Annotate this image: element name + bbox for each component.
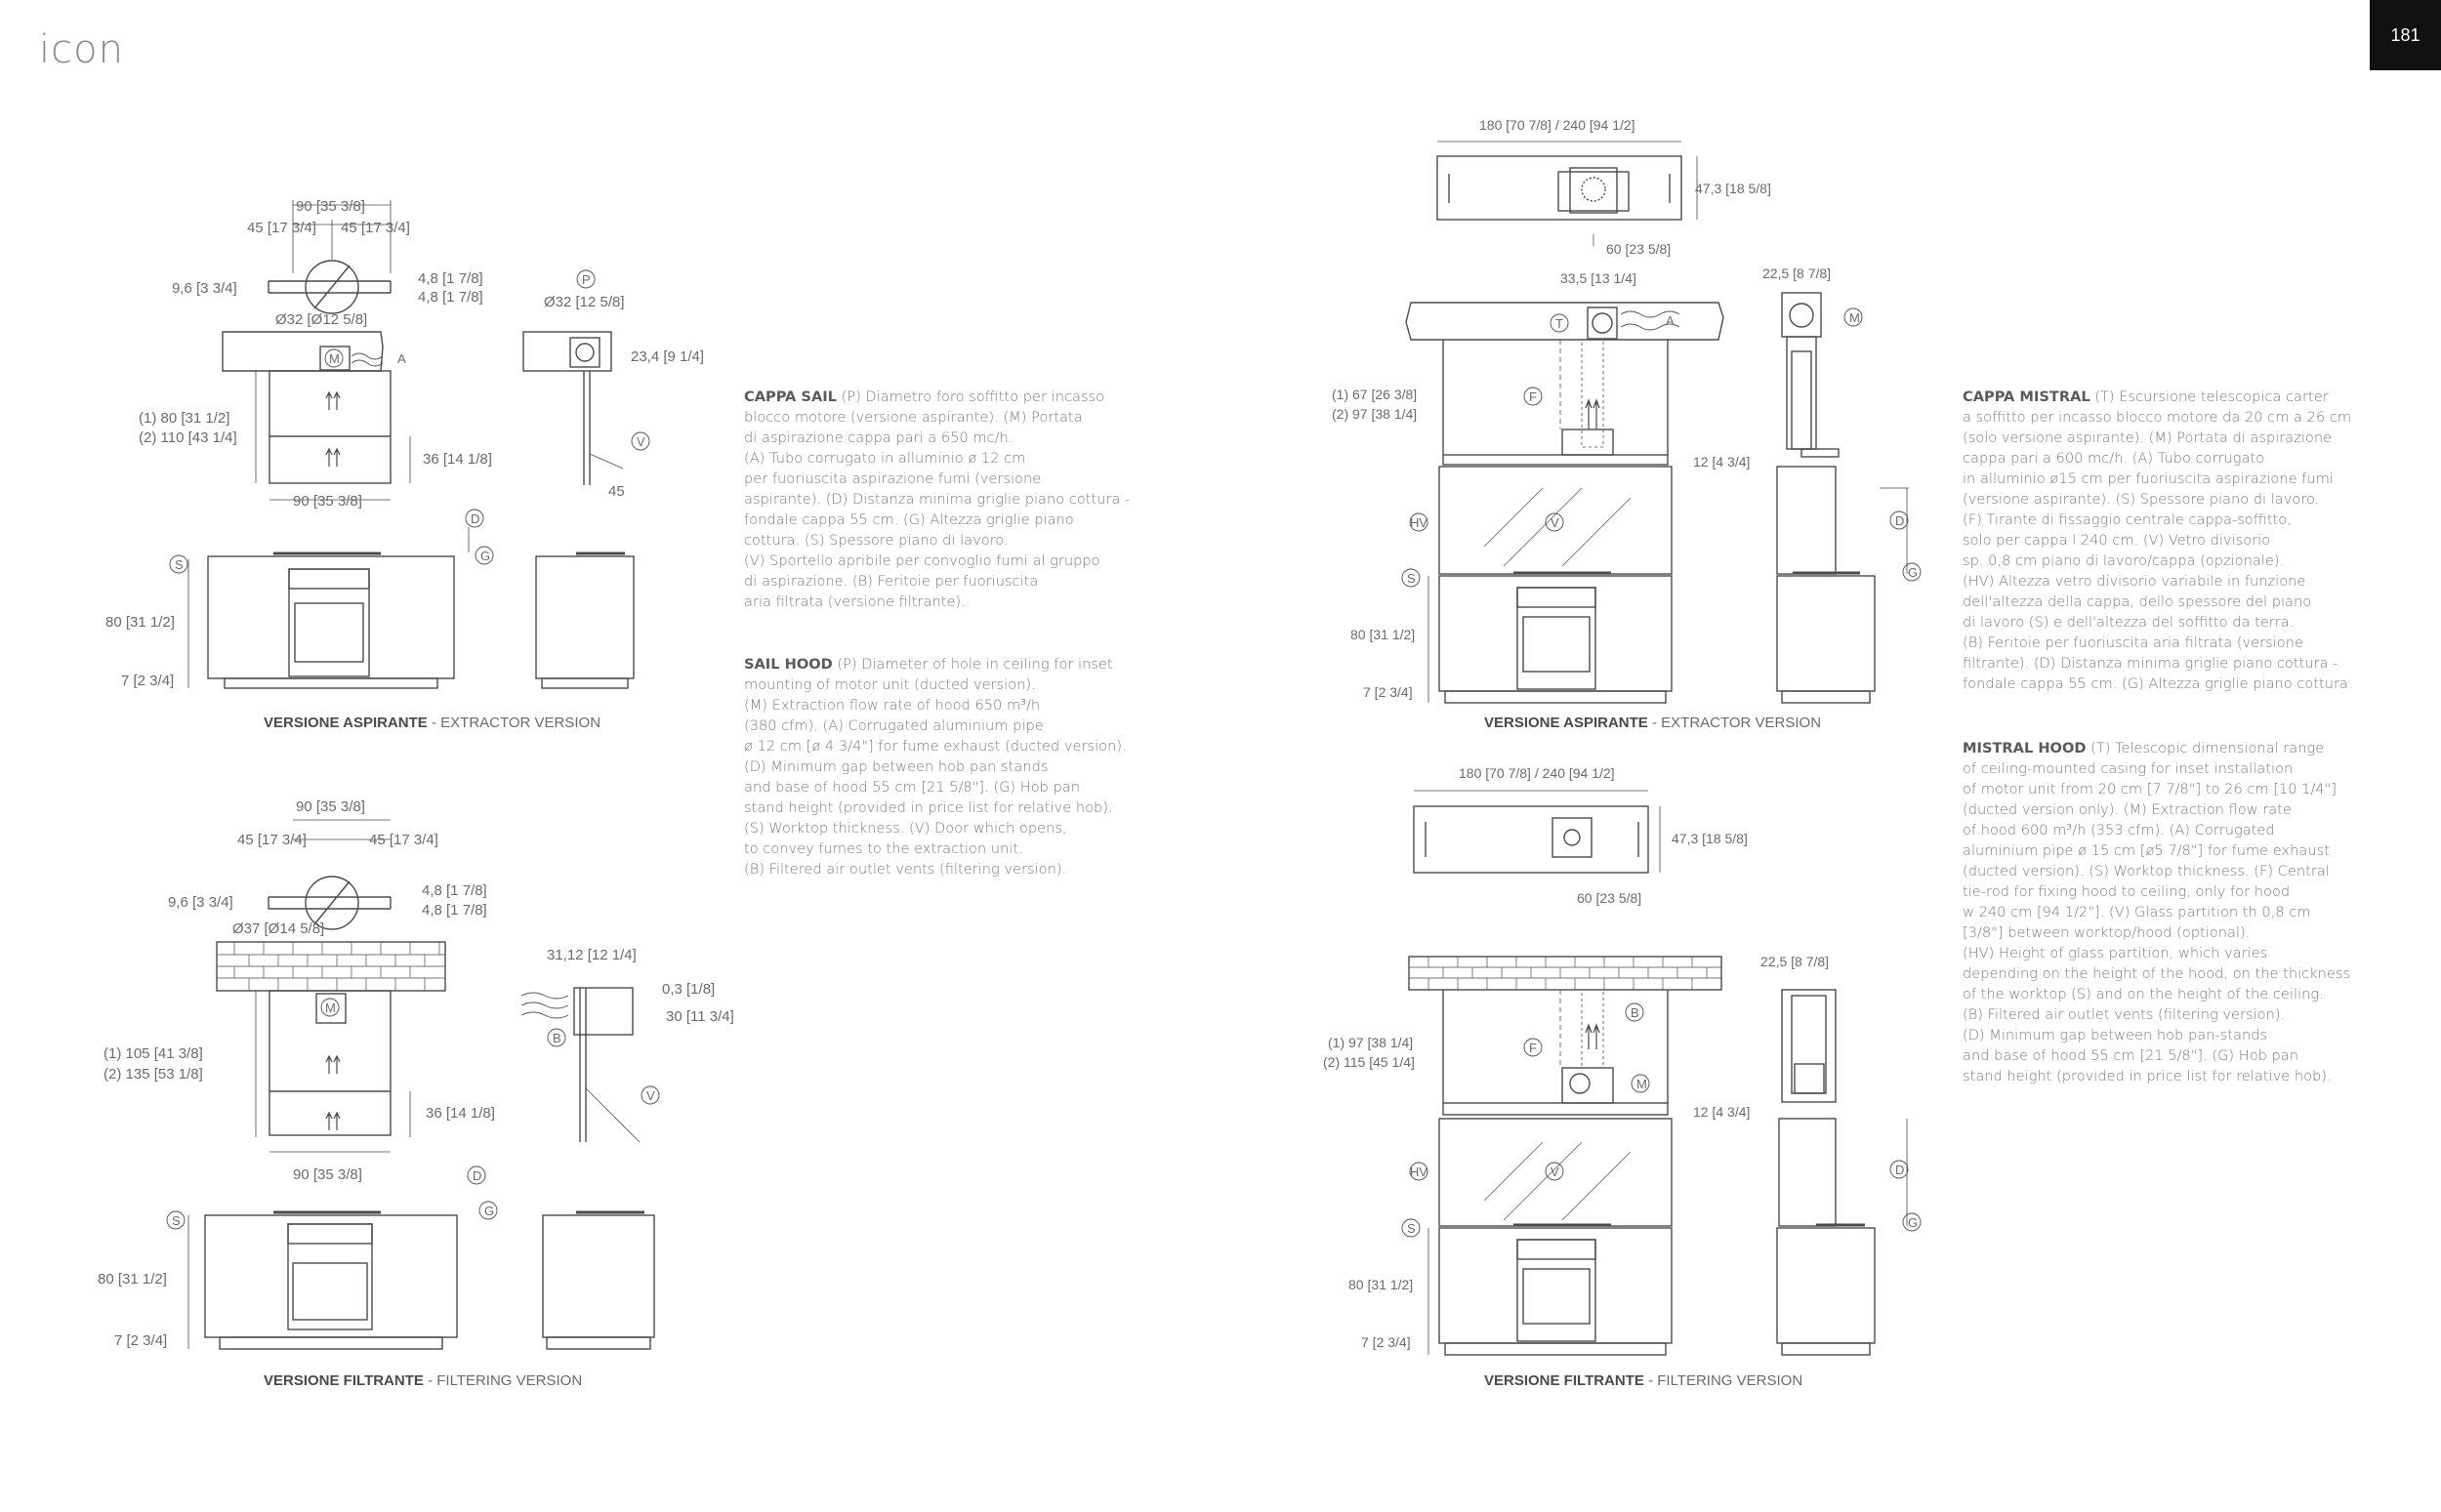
paragraph-line: (B) Feritoie per fuoriuscita aria filtrata (versione	[1963, 634, 2303, 651]
dim-width-bottom: 90 [35 3/8]	[293, 493, 362, 510]
paragraph-line: aria filtrata (versione filtrante).	[744, 593, 966, 610]
paragraph-line	[1963, 387, 2392, 407]
paragraph-line: aluminium pipe ø 15 cm [ø5 7/8"] for fume exhaust	[1963, 842, 2330, 859]
paragraph-line: (B) Filtered air outlet vents (filtering version).	[744, 861, 1067, 878]
paragraph-heading: SAIL HOOD	[744, 656, 833, 673]
paragraph-line: of hood 600 m³/h (353 cfm). (A) Corrugated	[1963, 822, 2275, 838]
paragraph-line: and base of hood 55 cm [21 5/8"]. (G) Hob pan	[744, 779, 1080, 796]
sail-extractor-drawing	[188, 200, 634, 688]
paragraph-line: mounting of motor unit (ducted version).	[744, 676, 1036, 693]
caption-rest: - EXTRACTOR VERSION	[1647, 715, 1822, 731]
label-hv: HV	[1410, 1165, 1428, 1179]
label-hv: HV	[1410, 515, 1428, 530]
dim-plinth: 7 [2 3/4]	[1361, 1334, 1411, 1350]
dim-hole-diameter: Ø32 [12 5/8]	[544, 294, 625, 310]
dim-plinth: 7 [2 3/4]	[114, 1332, 168, 1349]
paragraph-line: (ducted version only). (M) Extraction flow rate	[1963, 801, 2292, 818]
dim-pipe-height: 9,6 [3 3/4]	[168, 894, 233, 911]
dim-12: 12 [4 3/4]	[1693, 454, 1751, 470]
label-t: T	[1555, 316, 1563, 331]
dim-hood-depth: 36 [14 1/8]	[423, 451, 492, 468]
paragraph-line: di aspirazione cappa pari a 650 mc/h.	[744, 429, 1014, 446]
dim-height-2: (2) 115 [45 1/4]	[1323, 1054, 1415, 1070]
label-v: V	[1551, 515, 1559, 530]
label-m: M	[1849, 310, 1860, 325]
paragraph-heading: CAPPA MISTRAL	[1963, 388, 2090, 405]
paragraph-text: (P) Diametro foro soffitto per incasso	[836, 388, 1105, 405]
label-f: F	[1529, 1041, 1537, 1055]
label-f: F	[1529, 389, 1537, 404]
dim-width: 90 [35 3/8]	[296, 798, 365, 815]
dim-offset-a: 4,8 [1 7/8]	[418, 270, 483, 287]
paragraph-line: sp. 0,8 cm piano di lavoro/cappa (opzionale).	[1963, 552, 2285, 569]
label-b: B	[1631, 1005, 1639, 1020]
mistral-filtering-labels	[1323, 765, 1918, 1389]
paragraph-line: in alluminio ø15 cm per fuoriuscita aspirazione fumi	[1963, 470, 2334, 487]
label-m: M	[329, 351, 340, 366]
paragraph-line: di lavoro (S) e dell'altezza del soffitto da terra.	[1963, 614, 2295, 631]
dim-top-width: 180 [70 7/8] / 240 [94 1/2]	[1459, 765, 1615, 781]
paragraph-line: filtrante). (D) Distanza minima griglie piano cottura -	[1963, 655, 2338, 672]
label-g: G	[480, 549, 491, 563]
caption-bold: VERSIONE FILTRANTE	[264, 1372, 424, 1389]
label-s: S	[1407, 571, 1416, 586]
paragraph-line: (M) Extraction flow rate of hood 650 m³/h	[744, 697, 1041, 714]
dim-height-1: (1) 97 [38 1/4]	[1328, 1035, 1414, 1050]
dim-height-2: (2) 135 [53 1/8]	[103, 1066, 203, 1083]
sail-description-english	[744, 654, 1174, 879]
mistral-extractor-labels	[1332, 117, 1918, 731]
paragraph-line: (A) Tubo corrugato in alluminio ø 12 cm	[744, 450, 1026, 467]
paragraph-line: w 240 cm [94 1/2"]. (V) Glass partition th 0,8 cm	[1963, 904, 2311, 920]
page-number-text: 181	[2390, 24, 2420, 45]
dim-base-height: 80 [31 1/2]	[98, 1271, 167, 1287]
paragraph-line: per fuoriuscita aspirazione fumi (versione	[744, 470, 1042, 487]
caption-sail-extractor	[264, 715, 600, 731]
dim-hood-depth: 36 [14 1/8]	[426, 1105, 495, 1122]
paragraph-line: tie-rod for fixing hood to ceiling, only for hood	[1963, 883, 2291, 900]
dim-top-depth: 47,3 [18 5/8]	[1695, 181, 1771, 196]
paragraph-line: of the worktop (S) and on the height of the ceiling.	[1963, 986, 2324, 1002]
dim-top-depth: 47,3 [18 5/8]	[1672, 831, 1748, 846]
dim-side-depth: 30 [11 3/4]	[666, 1008, 734, 1025]
dim-offset-b: 4,8 [1 7/8]	[422, 902, 487, 919]
label-s: S	[175, 557, 184, 572]
brand-logo: icon	[39, 27, 124, 72]
paragraph-text: (P) Diameter of hole in ceiling for inset	[832, 656, 1113, 673]
sail-filtering-labels	[98, 798, 734, 1389]
paragraph-line: (HV) Altezza vetro divisorio variabile in funzione	[1963, 573, 2306, 590]
label-d: D	[1895, 513, 1905, 528]
label-v: V	[646, 1088, 655, 1103]
dim-60: 60 [23 5/8]	[1606, 241, 1672, 257]
dim-pipe-height: 9,6 [3 3/4]	[172, 280, 237, 297]
mistral-extractor-drawing	[1406, 142, 1909, 703]
dim-top-width: 180 [70 7/8] / 240 [94 1/2]	[1479, 117, 1635, 133]
label-v: V	[1551, 1165, 1559, 1179]
label-a: A	[1666, 313, 1675, 328]
dim-width-bottom: 90 [35 3/8]	[293, 1166, 362, 1183]
paragraph-line: [3/8"] between worktop/hood (optional).	[1963, 924, 2251, 941]
paragraph-line: di aspirazione. (B) Feritoie per fuoriuscita	[744, 573, 1039, 590]
dim-half-left: 45 [17 3/4]	[247, 220, 316, 236]
caption-bold: VERSIONE ASPIRANTE	[264, 715, 428, 731]
paragraph-line: stand height (provided in price list for relative hob).	[744, 799, 1113, 816]
label-s: S	[1407, 1221, 1416, 1236]
label-b: B	[553, 1031, 561, 1045]
paragraph-line: and base of hood 55 cm [21 5/8"]. (G) Hob pan	[1963, 1047, 2298, 1064]
paragraph-text: (T) Escursione telescopica carter	[2089, 388, 2329, 405]
dim-half-right: 45 [17 3/4]	[341, 220, 410, 236]
paragraph-line	[744, 654, 1174, 674]
label-a: A	[397, 351, 406, 366]
caption-rest: - FILTERING VERSION	[1643, 1372, 1803, 1389]
dim-width: 90 [35 3/8]	[296, 198, 365, 215]
dim-side-width: 31,12 [12 1/4]	[547, 947, 637, 963]
dim-side: 23,4 [9 1/4]	[631, 348, 705, 365]
paragraph-line: (S) Worktop thickness. (V) Door which opens,	[744, 820, 1067, 837]
paragraph-line: stand height (provided in price list for relative hob).	[1963, 1068, 2332, 1084]
caption-bold: VERSIONE FILTRANTE	[1484, 1372, 1644, 1389]
paragraph-heading: CAPPA SAIL	[744, 388, 837, 405]
paragraph-line: ø 12 cm [ø 4 3/4"] for fume exhaust (ducted version).	[744, 738, 1127, 755]
caption-rest: - FILTERING VERSION	[423, 1372, 583, 1389]
label-g: G	[1908, 565, 1919, 580]
paragraph-line: (solo versione aspirante). (M) Portata di aspirazione	[1963, 429, 2333, 446]
paragraph-heading: MISTRAL HOOD	[1963, 740, 2087, 756]
paragraph-line: cottura. (S) Spessore piano di lavoro.	[744, 532, 1009, 549]
paragraph-line: (versione aspirante). (S) Spessore piano di lavoro.	[1963, 491, 2320, 508]
paragraph-line: (HV) Height of glass partition, which varies	[1963, 945, 2268, 961]
caption-mistral-filtering	[1484, 1372, 1802, 1389]
label-p: P	[582, 272, 591, 287]
dim-height-1: (1) 105 [41 3/8]	[103, 1045, 203, 1062]
paragraph-line	[1963, 738, 2392, 758]
mistral-description-english	[1963, 738, 2392, 1086]
paragraph-line: solo per cappa l 240 cm. (V) Vetro divisorio	[1963, 532, 2271, 549]
paragraph-line: a soffitto per incasso blocco motore da 20 cm a 26 cm	[1963, 409, 2352, 426]
dim-60: 60 [23 5/8]	[1577, 890, 1642, 906]
label-g: G	[484, 1204, 495, 1218]
dim-height-2: (2) 110 [43 1/4]	[139, 429, 237, 446]
paragraph-line: (380 cfm). (A) Corrugated aluminium pipe	[744, 717, 1044, 734]
dim-offset-b: 4,8 [1 7/8]	[418, 289, 483, 306]
paragraph-line: to convey fumes to the extraction unit.	[744, 840, 1023, 857]
paragraph-line: (D) Minimum gap between hob pan-stands	[1963, 1027, 2268, 1043]
paragraph-line: depending on the height of the hood, on the thickness	[1963, 965, 2351, 982]
label-d: D	[471, 511, 480, 526]
paragraph-line: (ducted version). (S) Worktop thickness. (F) Central	[1963, 863, 2330, 879]
dim-plinth: 7 [2 3/4]	[121, 673, 175, 689]
label-m: M	[325, 1001, 336, 1015]
dim-225: 22,5 [8 7/8]	[1762, 266, 1832, 281]
caption-rest: - EXTRACTOR VERSION	[427, 715, 601, 731]
mistral-filtering-drawing	[1409, 791, 1907, 1355]
dim-base-height: 80 [31 1/2]	[105, 614, 175, 631]
paragraph-line: (B) Filtered air outlet vents (filtering version).	[1963, 1006, 2286, 1023]
paragraph-line: of motor unit from 20 cm [7 7/8"] to 26 cm [10 1/4"]	[1963, 781, 2338, 797]
caption-bold: VERSIONE ASPIRANTE	[1484, 715, 1648, 731]
dim-base-height: 80 [31 1/2]	[1350, 627, 1416, 642]
dim-pipe-diameter: Ø32 [Ø12 5/8]	[275, 311, 368, 328]
dim-half-left: 45 [17 3/4]	[237, 832, 307, 848]
label-d: D	[1895, 1163, 1905, 1177]
paragraph-line: fondale cappa 55 cm. (G) Altezza griglie piano	[744, 511, 1074, 528]
dim-half-right: 45 [17 3/4]	[369, 832, 438, 848]
dim-height-1: (1) 80 [31 1/2]	[139, 410, 230, 427]
dim-height-2: (2) 97 [38 1/4]	[1332, 406, 1418, 422]
dim-base-height: 80 [31 1/2]	[1348, 1277, 1414, 1292]
sail-description-italian	[744, 387, 1174, 612]
paragraph-text: (T) Telescopic dimensional range	[2086, 740, 2325, 756]
mistral-description-italian	[1963, 387, 2392, 694]
dim-height-1: (1) 67 [26 3/8]	[1332, 387, 1418, 402]
dim-plinth: 7 [2 3/4]	[1363, 684, 1413, 700]
paragraph-line: dell'altezza della cappa, dello spessore del piano	[1963, 593, 2312, 610]
sail-filtering-drawing	[188, 820, 654, 1349]
paragraph-line	[744, 387, 1174, 407]
dim-offset-a: 4,8 [1 7/8]	[422, 882, 487, 899]
dim-12: 12 [4 3/4]	[1693, 1104, 1751, 1120]
label-d: D	[473, 1168, 482, 1183]
dim-gap: 0,3 [1/8]	[662, 981, 716, 998]
paragraph-line: aspirante). (D) Distanza minima griglie piano cottura -	[744, 491, 1131, 508]
label-m: M	[1636, 1077, 1647, 1091]
paragraph-line: cappa pari a 600 mc/h. (A) Tubo corrugato	[1963, 450, 2265, 467]
dim-angle: 45	[608, 483, 625, 500]
caption-sail-filtering	[264, 1372, 582, 1389]
paragraph-line: blocco motore (versione aspirante). (M) Portata	[744, 409, 1083, 426]
dim-pipe-diameter: Ø37 [Ø14 5/8]	[232, 920, 325, 937]
paragraph-line: (D) Minimum gap between hob pan stands	[744, 758, 1049, 775]
label-g: G	[1908, 1215, 1919, 1230]
dim-335: 33,5 [13 1/4]	[1560, 270, 1636, 286]
paragraph-line: fondale cappa 55 cm. (G) Altezza griglie piano cottura.	[1963, 675, 2353, 692]
label-v: V	[637, 434, 645, 449]
paragraph-line: (F) Tirante di fissaggio centrale cappa-soffitto,	[1963, 511, 2292, 528]
paragraph-line: of ceiling-mounted casing for inset installation	[1963, 760, 2294, 777]
caption-mistral-extractor	[1484, 715, 1821, 731]
paragraph-line: (V) Sportello apribile per convoglio fumi al gruppo	[744, 552, 1100, 569]
label-s: S	[172, 1213, 181, 1228]
dim-225: 22,5 [8 7/8]	[1760, 954, 1830, 969]
